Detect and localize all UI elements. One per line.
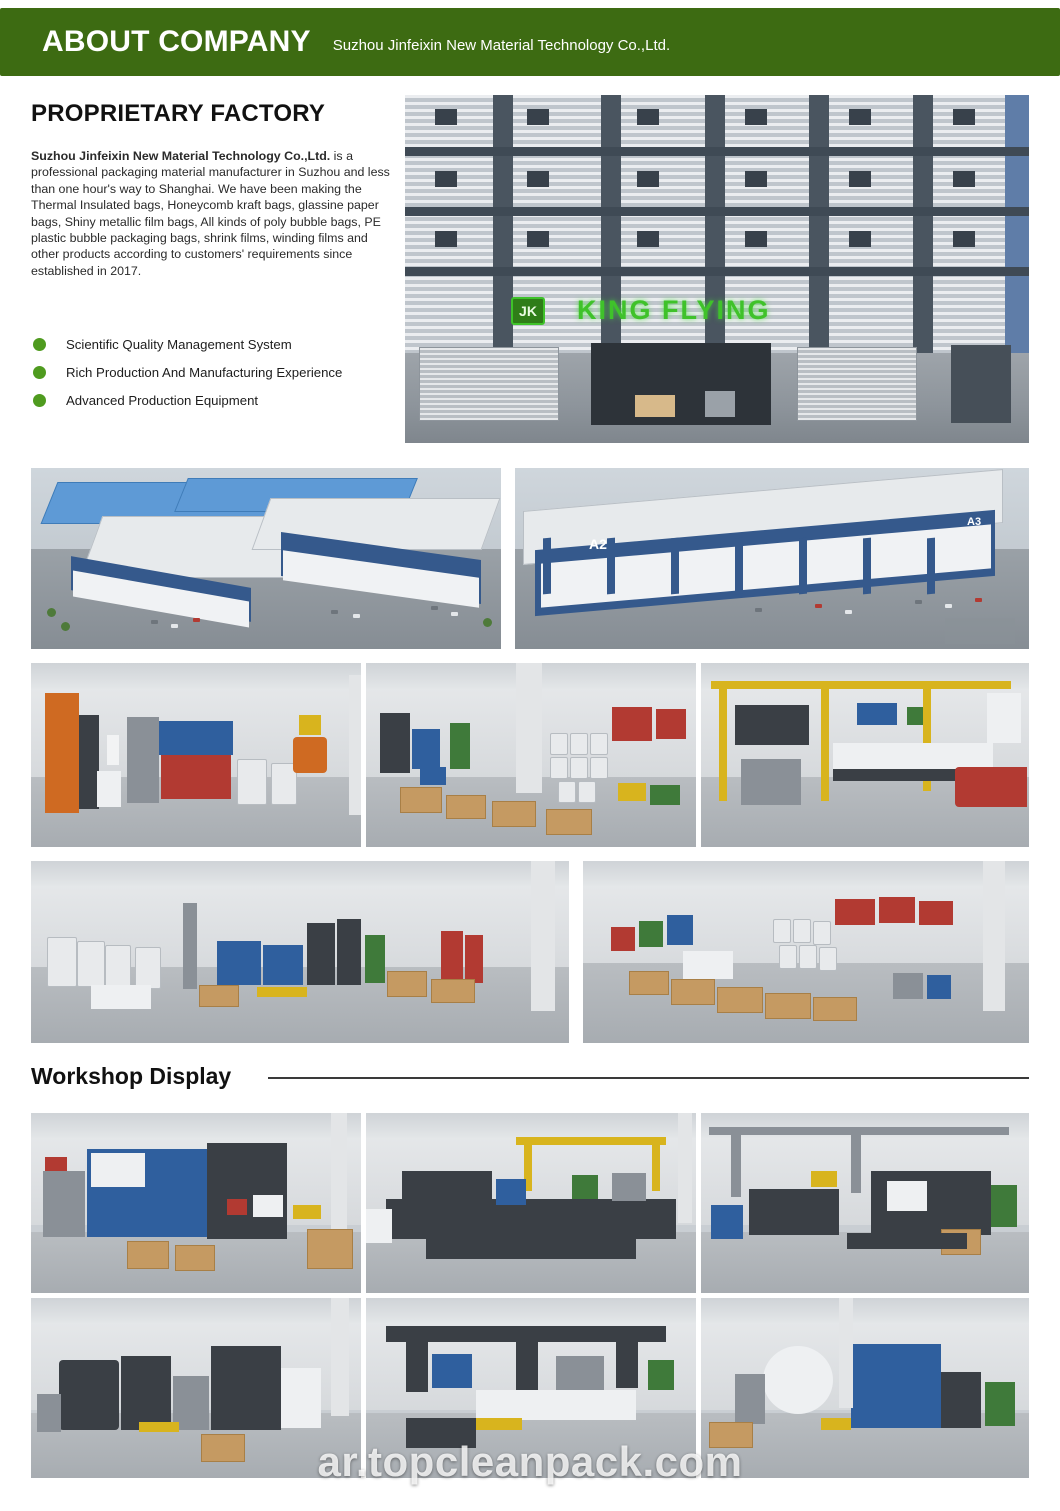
bullet-label: Advanced Production Equipment (66, 392, 259, 408)
aerial-factory-view-1 (31, 468, 501, 649)
page-subtitle: Suzhou Jinfeixin New Material Technology Co.,Ltd. (332, 36, 671, 54)
company-description-text: is a professional packaging material manufacturer in Suzhou and less than one hour's way to Shanghai. We have been making the Thermal Insulated bags, Honeycomb kraft bags, glassine paper bags, Shiny metallic film bags, All kinds of poly bubble bags, PE plastic bubble packaging bags, shrink films, winding films and other products according to customers' requirements since established in 2017. (31, 149, 390, 278)
company-description (31, 148, 391, 279)
factory-sign (505, 295, 905, 329)
building-label-a2: A2 (589, 536, 607, 552)
company-logo-icon: JK (511, 297, 545, 325)
bullet-dot-icon (33, 394, 46, 407)
workshop-photo-coating-machine (31, 663, 361, 847)
title-divider (268, 1077, 1029, 1079)
workshop-photo-film-line (701, 663, 1029, 847)
workshop-photo-packing-area (583, 861, 1029, 1043)
list-item (33, 358, 408, 386)
display-photo-slitting-machine (701, 1298, 1029, 1478)
display-photo-winding-machine (31, 1298, 361, 1478)
display-photo-bag-making-machine (31, 1113, 361, 1293)
list-item (33, 386, 408, 414)
workshop-photo-warehouse-buckets (366, 663, 696, 847)
page-header-banner (0, 8, 1060, 76)
display-photo-laminating-line (366, 1113, 696, 1293)
display-photo-extruder-line (366, 1298, 696, 1478)
company-name: Suzhou Jinfeixin New Material Technology Co.,Ltd. (31, 149, 331, 163)
factory-facade-photo (405, 95, 1029, 443)
page-title: ABOUT COMPANY (42, 25, 311, 58)
feature-bullet-list (33, 330, 408, 414)
workshop-photo-production-floor (31, 861, 569, 1043)
section-title: PROPRIETARY FACTORY (31, 100, 326, 127)
bullet-label: Rich Production And Manufacturing Experience (66, 364, 343, 380)
list-item (33, 330, 408, 358)
bullet-dot-icon (33, 338, 46, 351)
display-photo-coating-line (701, 1113, 1029, 1293)
bullet-dot-icon (33, 366, 46, 379)
watermark-text: ar.topcleanpack.com (317, 1438, 743, 1485)
workshop-display-title: Workshop Display (31, 1063, 232, 1089)
bullet-label: Scientific Quality Management System (66, 336, 292, 352)
aerial-factory-view-2: A2 A3 (515, 468, 1029, 649)
factory-sign-text: KING FLYING (577, 295, 771, 325)
